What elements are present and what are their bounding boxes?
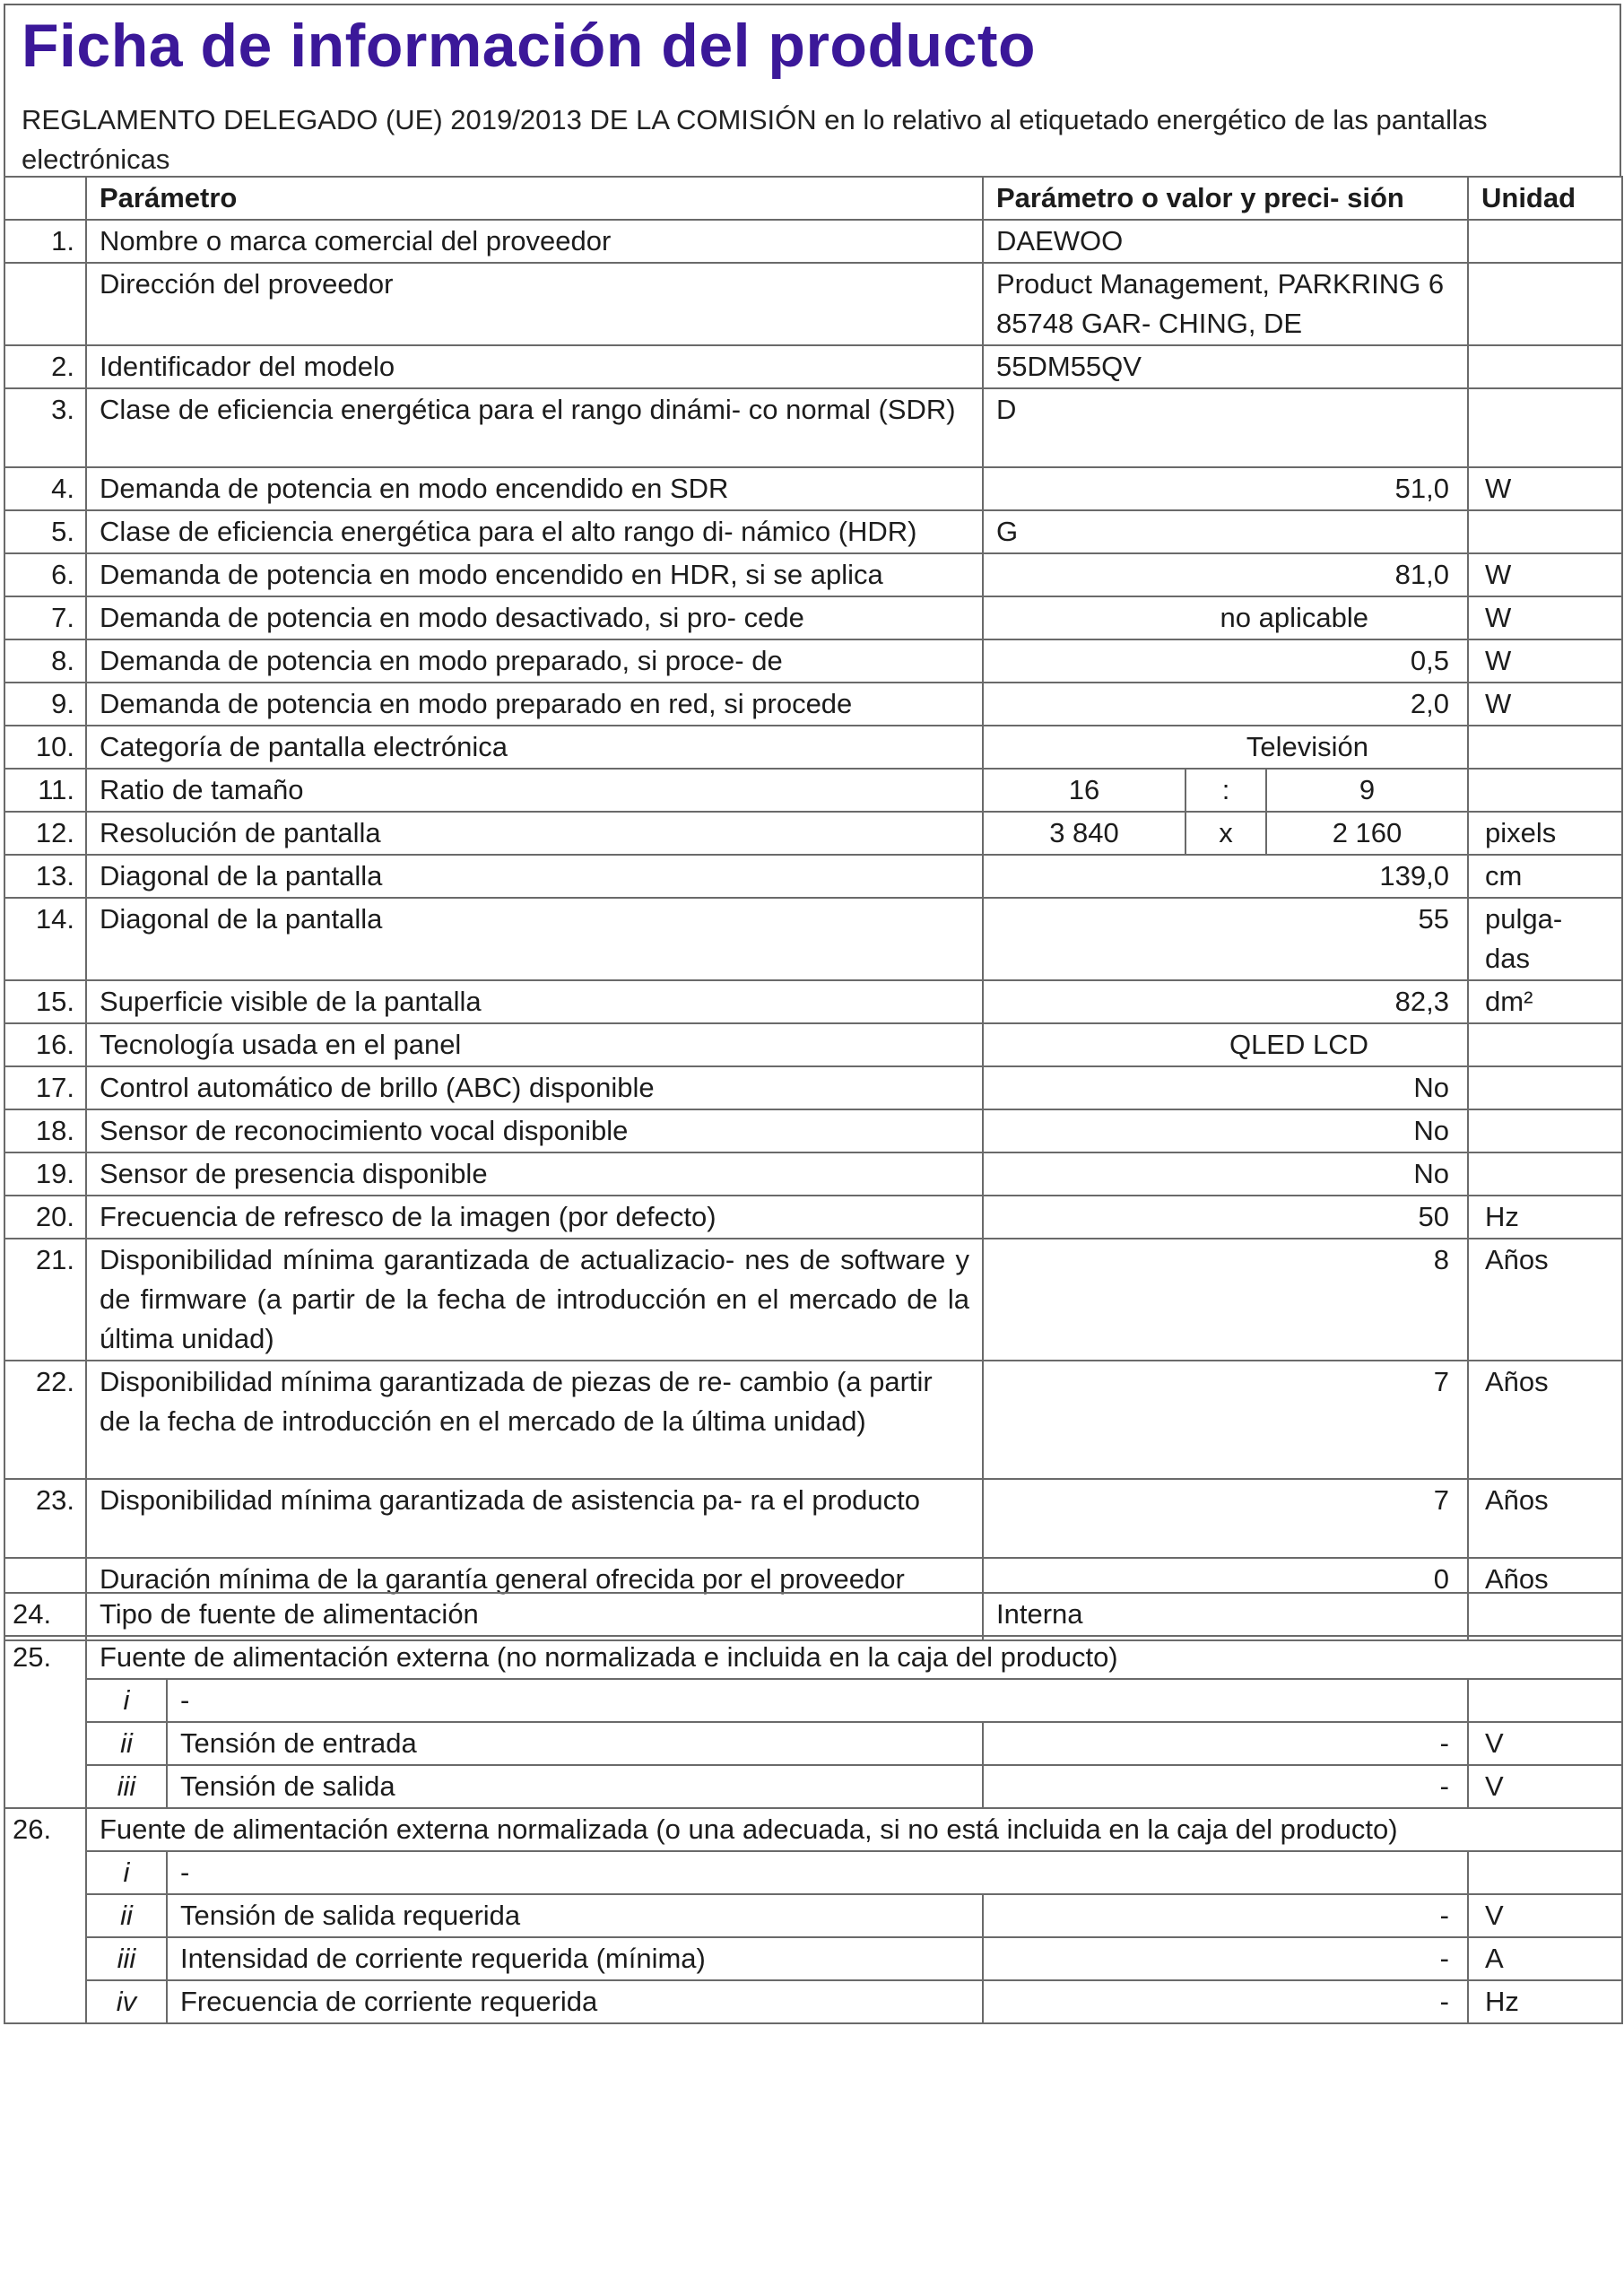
sub-row-value: - xyxy=(983,1894,1468,1937)
row-value: Product Management, PARKRING 6 85748 GAR- CHING, DE xyxy=(983,263,1468,345)
document-title: Ficha de información del producto xyxy=(22,12,1037,80)
row-unit: pulga- das xyxy=(1468,898,1622,980)
row-number: 20. xyxy=(4,1196,86,1239)
sub-row-value: - xyxy=(983,1937,1468,1980)
sub-row-label: Intensidad de corriente requerida (mínima) xyxy=(167,1937,983,1980)
sub-row xyxy=(4,1765,1622,1808)
row-value: 2,0 xyxy=(983,683,1468,726)
row-unit xyxy=(1468,1851,1622,1894)
row-unit xyxy=(1468,1593,1622,1636)
row-unit: W xyxy=(1468,596,1622,639)
sub-row-label: Tensión de salida requerida xyxy=(167,1894,983,1937)
header-value: Parámetro o valor y preci- sión xyxy=(983,177,1468,220)
sub-row-index: ii xyxy=(86,1894,167,1937)
table-row xyxy=(4,220,1622,263)
row-unit xyxy=(1468,726,1622,769)
row-parameter: Resolución de pantalla xyxy=(86,812,983,855)
row-value: Interna xyxy=(983,1593,1468,1636)
row-unit: pixels xyxy=(1468,812,1622,855)
table-row xyxy=(4,1066,1622,1109)
row-parameter: Clase de eficiencia energética para el rango dinámi- co normal (SDR) xyxy=(86,388,983,467)
row-unit xyxy=(1468,220,1622,263)
row-parameter: Diagonal de la pantalla xyxy=(86,898,983,980)
row-number: 9. xyxy=(4,683,86,726)
row-parameter: Identificador del modelo xyxy=(86,345,983,388)
row-value: 50 xyxy=(983,1196,1468,1239)
row-number: 11. xyxy=(4,769,86,812)
row-number: 10. xyxy=(4,726,86,769)
row-unit xyxy=(1468,1066,1622,1109)
table-row xyxy=(4,1593,1622,1636)
sub-row xyxy=(4,1851,1622,1894)
row-parameter: Frecuencia de refresco de la imagen (por defecto) xyxy=(86,1196,983,1239)
sub-row-label: Tensión de entrada xyxy=(167,1722,983,1765)
row-parameter: Duración mínima de la garantía general ofrecida por el proveedor xyxy=(86,1558,983,1640)
row-parameter: Sensor de presencia disponible xyxy=(86,1152,983,1196)
row-value: No xyxy=(983,1109,1468,1152)
sub-row xyxy=(4,1894,1622,1937)
row-number: 16. xyxy=(4,1023,86,1066)
row-value: D xyxy=(983,388,1468,467)
row-value: No xyxy=(983,1152,1468,1196)
document-header xyxy=(4,4,1621,176)
row-unit: W xyxy=(1468,467,1622,510)
row-unit xyxy=(1468,1679,1622,1722)
row-parameter: Tipo de fuente de alimentación xyxy=(86,1593,983,1636)
row-number: 5. xyxy=(4,510,86,553)
table-row xyxy=(4,898,1622,980)
row-number: 14. xyxy=(4,898,86,980)
row-value: 0 xyxy=(983,1558,1468,1640)
sub-row xyxy=(4,1937,1622,1980)
row-unit: V xyxy=(1468,1894,1622,1937)
sub-row-value: - xyxy=(983,1765,1468,1808)
row-unit xyxy=(1468,345,1622,388)
table-row xyxy=(4,855,1622,898)
sub-row-label: Tensión de salida xyxy=(167,1765,983,1808)
row-value: 82,3 xyxy=(983,980,1468,1023)
row-unit: Años xyxy=(1468,1479,1622,1558)
resolution-width: 3 840 xyxy=(983,812,1185,855)
table-row xyxy=(4,553,1622,596)
row-number: 17. xyxy=(4,1066,86,1109)
row-number: 8. xyxy=(4,639,86,683)
row-unit xyxy=(1468,263,1622,345)
row-value: no aplicable xyxy=(983,596,1468,639)
row-value: 51,0 xyxy=(983,467,1468,510)
table-row xyxy=(4,596,1622,639)
power-supply-table xyxy=(4,1592,1623,2024)
sub-row-value: - xyxy=(983,1722,1468,1765)
row-value: No xyxy=(983,1066,1468,1109)
sub-row xyxy=(4,1679,1622,1722)
header-parameter: Parámetro xyxy=(86,177,983,220)
row-unit xyxy=(1468,510,1622,553)
row-parameter: Diagonal de la pantalla xyxy=(86,855,983,898)
table-row xyxy=(4,683,1622,726)
row-unit: Años xyxy=(1468,1239,1622,1361)
table-row xyxy=(4,1239,1622,1361)
table-row xyxy=(4,1636,1622,1679)
sub-row-label: - xyxy=(167,1851,1468,1894)
row-unit: Hz xyxy=(1468,1196,1622,1239)
row-number: 22. xyxy=(4,1361,86,1479)
table-row xyxy=(4,510,1622,553)
row-parameter: Disponibilidad mínima garantizada de actualizacio- nes de software y de firmware (a partir de la fecha de introducción en el mercado de la última unidad) xyxy=(86,1239,983,1361)
row-value: Televisión xyxy=(983,726,1468,769)
row-value: G xyxy=(983,510,1468,553)
row-unit: W xyxy=(1468,553,1622,596)
ratio-height: 9 xyxy=(1266,769,1468,812)
row-unit: Años xyxy=(1468,1361,1622,1479)
row-parameter: Fuente de alimentación externa (no normalizada e incluida en la caja del producto) xyxy=(86,1636,1622,1679)
row-value: 81,0 xyxy=(983,553,1468,596)
row-parameter: Fuente de alimentación externa normalizada (o una adecuada, si no está incluida en la caja del producto) xyxy=(86,1808,1622,1851)
row-unit: cm xyxy=(1468,855,1622,898)
table-row xyxy=(4,726,1622,769)
row-unit: Años xyxy=(1468,1558,1622,1640)
row-unit xyxy=(1468,1023,1622,1066)
resolution-height: 2 160 xyxy=(1266,812,1468,855)
row-number: 26. xyxy=(4,1808,86,2023)
row-number: 21. xyxy=(4,1239,86,1361)
row-parameter: Ratio de tamaño xyxy=(86,769,983,812)
table-row xyxy=(4,812,1622,855)
row-number: 3. xyxy=(4,388,86,467)
row-number: 2. xyxy=(4,345,86,388)
row-number: 25. xyxy=(4,1636,86,1808)
row-parameter: Demanda de potencia en modo preparado en red, si procede xyxy=(86,683,983,726)
row-value: 0,5 xyxy=(983,639,1468,683)
row-parameter: Clase de eficiencia energética para el alto rango di- námico (HDR) xyxy=(86,510,983,553)
table-row xyxy=(4,980,1622,1023)
resolution-separator: x xyxy=(1185,812,1266,855)
table-row xyxy=(4,1023,1622,1066)
row-parameter: Control automático de brillo (ABC) disponible xyxy=(86,1066,983,1109)
row-value: 7 xyxy=(983,1479,1468,1558)
row-number: 23. xyxy=(4,1479,86,1558)
sub-row-index: iii xyxy=(86,1765,167,1808)
table-row xyxy=(4,1152,1622,1196)
ratio-separator: : xyxy=(1185,769,1266,812)
row-number: 6. xyxy=(4,553,86,596)
header-unit: Unidad xyxy=(1468,177,1622,220)
row-value: 7 xyxy=(983,1361,1468,1479)
row-parameter: Demanda de potencia en modo preparado, si proce- de xyxy=(86,639,983,683)
table-row xyxy=(4,1479,1622,1558)
row-parameter: Demanda de potencia en modo desactivado, si pro- cede xyxy=(86,596,983,639)
row-unit xyxy=(1468,388,1622,467)
row-value: 8 xyxy=(983,1239,1468,1361)
row-number: 19. xyxy=(4,1152,86,1196)
table-row xyxy=(4,639,1622,683)
row-number: 1. xyxy=(4,220,86,263)
regulation-subtitle: REGLAMENTO DELEGADO (UE) 2019/2013 DE LA COMISIÓN en lo relativo al etiquetado energético de las pantallas electrónicas xyxy=(22,104,1488,175)
sub-row-index: i xyxy=(86,1851,167,1894)
sub-row-index: ii xyxy=(86,1722,167,1765)
row-value: 55DM55QV xyxy=(983,345,1468,388)
table-row xyxy=(4,769,1622,812)
row-number: 15. xyxy=(4,980,86,1023)
row-parameter: Disponibilidad mínima garantizada de piezas de re- cambio (a partir de la fecha de introducción en el mercado de la última unidad) xyxy=(86,1361,983,1479)
row-unit: dm² xyxy=(1468,980,1622,1023)
row-unit: Hz xyxy=(1468,1980,1622,2023)
row-number: 12. xyxy=(4,812,86,855)
table-row xyxy=(4,1109,1622,1152)
sub-row-label: Frecuencia de corriente requerida xyxy=(167,1980,983,2023)
row-parameter: Demanda de potencia en modo encendido en HDR, si se aplica xyxy=(86,553,983,596)
row-parameter: Dirección del proveedor xyxy=(86,263,983,345)
table-row xyxy=(4,467,1622,510)
sub-row-index: i xyxy=(86,1679,167,1722)
row-unit: A xyxy=(1468,1937,1622,1980)
row-value: 139,0 xyxy=(983,855,1468,898)
row-parameter: Categoría de pantalla electrónica xyxy=(86,726,983,769)
ratio-width: 16 xyxy=(983,769,1185,812)
sub-row-index: iii xyxy=(86,1937,167,1980)
row-number: 24. xyxy=(4,1593,86,1636)
table-row xyxy=(4,388,1622,467)
sub-row-label: - xyxy=(167,1679,1468,1722)
row-parameter: Disponibilidad mínima garantizada de asistencia pa- ra el producto xyxy=(86,1479,983,1558)
sub-row xyxy=(4,1980,1622,2023)
parameters-table xyxy=(4,176,1623,1641)
row-unit xyxy=(1468,1109,1622,1152)
row-unit xyxy=(1468,769,1622,812)
row-number: 4. xyxy=(4,467,86,510)
row-value: QLED LCD xyxy=(983,1023,1468,1066)
row-number: 13. xyxy=(4,855,86,898)
table-row xyxy=(4,345,1622,388)
table-row xyxy=(4,1196,1622,1239)
row-parameter: Tecnología usada en el panel xyxy=(86,1023,983,1066)
row-unit: V xyxy=(1468,1722,1622,1765)
row-parameter: Demanda de potencia en modo encendido en SDR xyxy=(86,467,983,510)
sub-row xyxy=(4,1722,1622,1765)
row-number xyxy=(4,263,86,345)
sub-row-index: iv xyxy=(86,1980,167,2023)
table-row xyxy=(4,1808,1622,1851)
row-unit: W xyxy=(1468,639,1622,683)
table-row xyxy=(4,1361,1622,1479)
row-number: 7. xyxy=(4,596,86,639)
table-row xyxy=(4,263,1622,345)
row-parameter: Sensor de reconocimiento vocal disponible xyxy=(86,1109,983,1152)
sub-row-value: - xyxy=(983,1980,1468,2023)
row-parameter: Nombre o marca comercial del proveedor xyxy=(86,220,983,263)
header-number-cell xyxy=(4,177,86,220)
row-number: 18. xyxy=(4,1109,86,1152)
row-parameter: Superficie visible de la pantalla xyxy=(86,980,983,1023)
row-value: 55 xyxy=(983,898,1468,980)
table-header-row xyxy=(4,177,1622,220)
row-value: DAEWOO xyxy=(983,220,1468,263)
row-unit: V xyxy=(1468,1765,1622,1808)
row-unit xyxy=(1468,1152,1622,1196)
row-unit: W xyxy=(1468,683,1622,726)
